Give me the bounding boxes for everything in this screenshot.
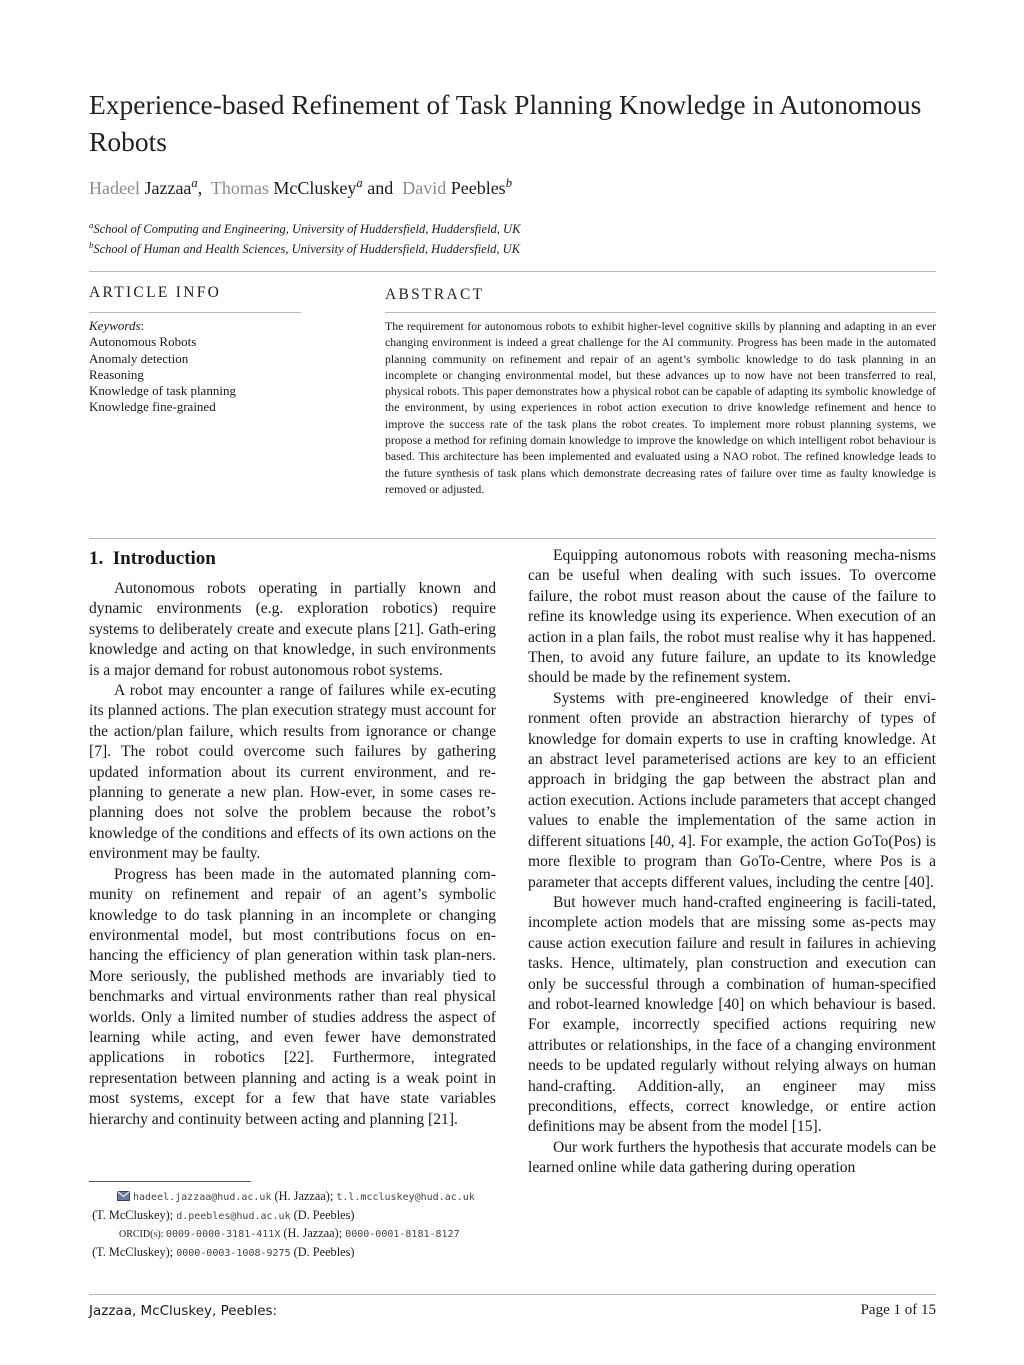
envelope-icon <box>117 1190 130 1201</box>
abstract-divider <box>385 312 936 313</box>
abstract-bottom-divider <box>89 538 936 539</box>
paragraph: Progress has been made in the automated planning com-munity on refinement and repair of an agent’s symbolic knowledge to do task planning in an incomplete or changing environmental model, but most contributions focus on en-hancing the efficiency of plan generation within task plan-ners. More seriously, the published methods are invariably tied to benchmarks and virtual environments rather than real physical worlds. Only a limited number of studies address the aspect of learning while acting, and even fewer have demonstrated applications in robotics [22]. Furthermore, integrated representation between planning and acting is a weak point in most systems, except for a few that have state variables hierarchy and continuity between acting and planning [21]. <box>89 865 496 1128</box>
affiliation-a: $^a$School of Computing and Engineering, University of Huddersfield, Huddersfield, UK <box>89 219 521 236</box>
abstract-heading: ABSTRACT <box>385 286 485 303</box>
orcid-link[interactable]: 0000-0001-8181-8127 <box>345 1229 460 1241</box>
paragraph: But however much hand-crafted engineering is facili-tated, incomplete action models that are missing some as-pects may cause action execution failure and result in failures in achieving tasks. Hence, ultimately, plan construction and execution can only be successful through a combination of human-specified and robot-learned knowledge [40] on which behaviour is based. For example, incorrectly specified actions requiring new attributes or relationships, in the face of a changing environment needs to be updated regularly without relying always on human hand-crafting. Addition-ally, an engineer may miss preconditions, effects, correct knowledge, or entire action definitions may be absent from the model [15]. <box>528 893 936 1136</box>
paragraph: Autonomous robots operating in partially known and dynamic environments (e.g. exploration robotics) require systems to deliberately create and execute plans [21]. Gath-ering knowledge and acting on that knowledge, in such environments is a major demand for robust autonomous robot systems. <box>89 580 496 679</box>
author-1: Hadeel Jazzaa$^a$, <box>89 176 211 198</box>
body-right-column <box>528 546 936 1179</box>
author-3: David Peebles$^b$ <box>402 176 512 198</box>
orcid-link[interactable]: 0000-0003-1008-9275 <box>176 1247 291 1259</box>
keyword: Knowledge of task planning <box>89 383 236 399</box>
author-list <box>89 176 512 200</box>
body-left-column <box>89 579 496 1130</box>
email-link[interactable]: t.l.mccluskey@hud.ac.uk <box>336 1192 475 1203</box>
footnotes: hadeel.jazzaa@hud.ac.uk (H. Jazzaa); t.l.mccluskey@hud.ac.uk (T. McCluskey); d.peebles@hud.ac.uk (D. Peebles) ORCID(s): 0009-0000-3181-411X (H. Jazzaa); 0000-0001-8181-8127 (T. McCluskey); 0000-0003-1008-9275 (D. Peebles) <box>89 1189 475 1259</box>
orcid-link[interactable]: 0009-0000-3181-411X <box>165 1229 281 1241</box>
affiliation-b: $^b$School of Human and Health Sciences, University of Huddersfield, Huddersfield, UK <box>89 239 521 256</box>
article-info-divider <box>89 312 301 313</box>
orcid-label: ORCID(s): <box>119 1229 166 1241</box>
email-link[interactable]: hadeel.jazzaa@hud.ac.uk <box>133 1192 272 1203</box>
paragraph: Our work furthers the hypothesis that accurate models can be learned online while data gathering during operation <box>528 1138 936 1177</box>
abstract-text: The requirement for autonomous robots to exhibit higher-level cognitive skills by planning and adapting in an ever changing environment is indeed a great challenge for the AI community. Progress has been made in the automated planning community on refinement and repair of an agent’s symbolic knowledge to do task planning in an incomplete or changing environmental model, but these advances up to now have not been transferred to real, physical robots. This paper demonstrates how a physical robot can be capable of adapting its symbolic knowledge of the environment, by using experiences in robot action execution to drive knowledge refinement and hence to improve the success rate of the task plans the robot creates. To implement more robust planning systems, we propose a method for refining domain knowledge to improve the knowledge on which intelligent robot behaviour is based. This architecture has been implemented and evaluated using a NAO robot. The refined knowledge leads to the future synthesis of task plans which demonstrate decreasing rates of failure over time as faulty knowledge is removed or adjusted. <box>385 319 936 496</box>
footer-authors: Jazzaa, McCluskey, Peebles: <box>89 1303 278 1319</box>
keyword: Autonomous Robots <box>89 334 197 350</box>
keyword: Reasoning <box>89 366 144 382</box>
author-2: Thomas McCluskey$^a$ and <box>210 176 403 198</box>
page-number: Page 1 of 15 <box>860 1302 936 1318</box>
paper-title: Experience-based Refinement of Task Planning Knowledge in Autonomous Robots <box>89 89 922 157</box>
paragraph: Systems with pre-engineered knowledge of their envi-ronment often provide an abstraction hierarchy of types of knowledge for domain experts to use in crafting knowledge. At an abstract level parameterised actions are key to an efficient approach in bridging the gap between the abstract plan and action execution. Actions include parameters that accept changed values to enable the implementation of the same action in different situations [40, 4]. For example, the action GoTo(Pos) is more flexible to program than GoTo-Centre, where Pos is a parameter that accepts different values, including the centre [40]. <box>528 689 936 891</box>
paragraph: Equipping autonomous robots with reasoning mecha-nisms can be useful when dealing with such issues. To overcome failure, the robot must reason about the cause of the failure to refine its knowledge using its experience. When execution of an action in a plan fails, the robot must realise why it has happened. Then, to avoid any future failure, an update to its knowledge should be made by the refinement system. <box>528 547 936 687</box>
keywords-label: Keywords <box>89 318 141 333</box>
keywords-block: Keywords: Autonomous Robots Anomaly detection Reasoning Knowledge of task planning Knowledge fine-grained <box>89 318 236 415</box>
article-info-heading: ARTICLE INFO <box>89 284 222 301</box>
affiliations <box>89 219 520 259</box>
footer-divider <box>89 1294 936 1295</box>
header-divider <box>89 271 936 272</box>
keyword: Knowledge fine-grained <box>89 399 216 415</box>
email-link[interactable]: d.peebles@hud.ac.uk <box>176 1210 291 1222</box>
keyword: Anomaly detection <box>89 350 189 366</box>
section-heading: 1. Introduction <box>89 548 216 569</box>
paragraph: A robot may encounter a range of failures while ex-ecuting its planned actions. The plan execution strategy must account for the action/plan failure, which results from ignorance or change [7]. The robot could overcome such failures by gathering updated information about its current environment, and re-planning to generate a new plan. How-ever, in some cases re-planning does not solve the problem because the robot’s knowledge of the conditions and effects of its own actions on the environment may be faulty. <box>89 682 496 863</box>
footnote-divider <box>89 1181 251 1182</box>
